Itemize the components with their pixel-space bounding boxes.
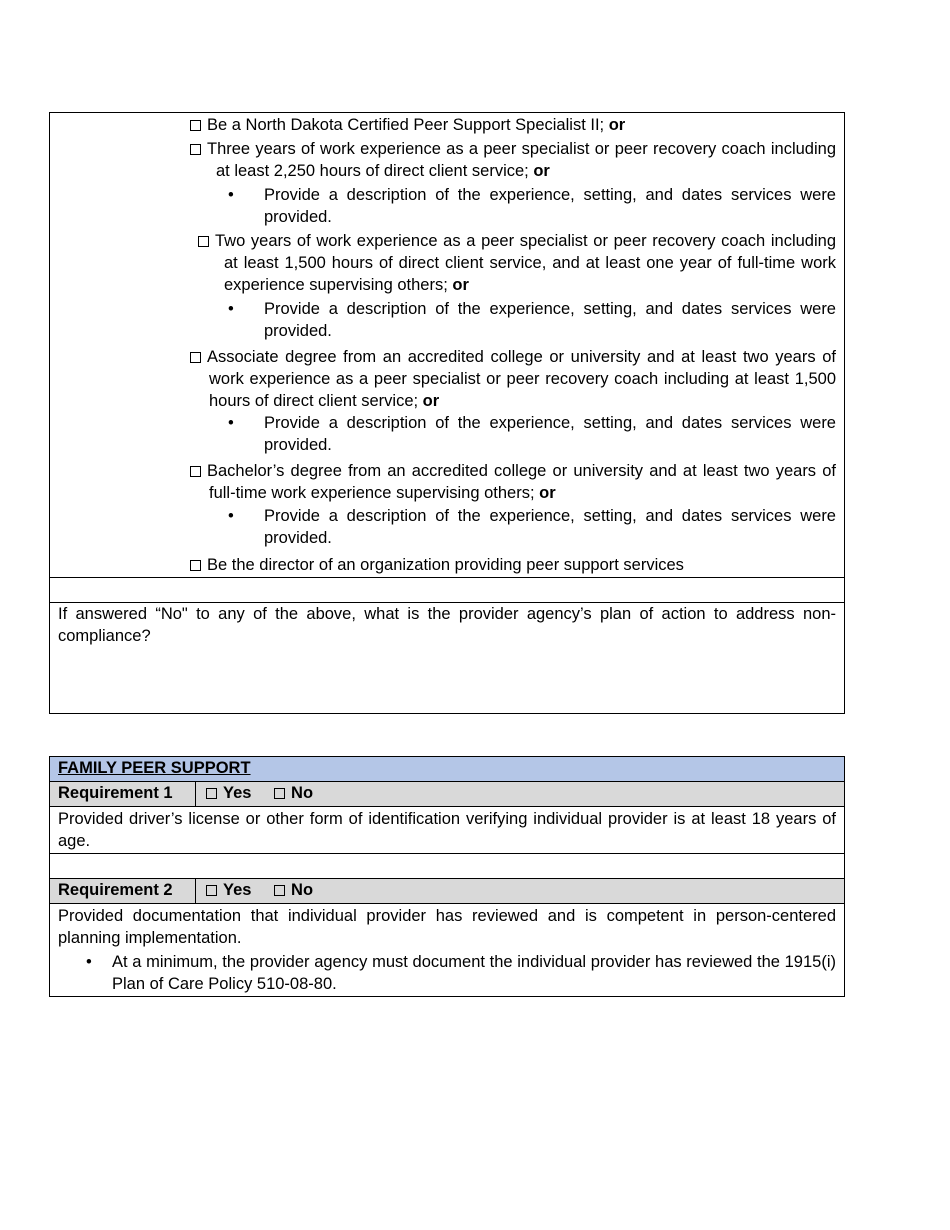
bullet-item: • Provide a description of the experience, setting, and dates services were provided. bbox=[228, 507, 836, 547]
option-three-years: Three years of work experience as a peer specialist or peer recovery coach including at least 2,250 hours of direct client service; or bbox=[190, 138, 836, 182]
requirement-1-row bbox=[50, 782, 844, 807]
qualifications-table bbox=[49, 112, 845, 714]
bullet-item: • Provide a description of the experience, setting, and dates services were provided. bbox=[228, 300, 836, 340]
checkbox[interactable] bbox=[206, 788, 217, 799]
bullet-icon: • bbox=[228, 507, 234, 525]
checkbox[interactable] bbox=[190, 466, 201, 477]
blank-row bbox=[50, 854, 844, 879]
option-bachelors-degree: Bachelor’s degree from an accredited college or university and at least two years of full-time work experience supervising others; or bbox=[190, 460, 836, 504]
option-director: Be the director of an organization providing peer support services bbox=[190, 554, 836, 576]
plan-question: If answered “No" to any of the above, what is the provider agency’s plan of action to address non-compliance? bbox=[58, 605, 836, 645]
bullet-icon: • bbox=[228, 186, 234, 204]
checkbox[interactable] bbox=[190, 120, 201, 131]
bullet-icon: • bbox=[228, 414, 234, 432]
no-option[interactable]: No bbox=[274, 881, 313, 899]
plan-of-action-cell[interactable] bbox=[50, 603, 844, 713]
checkbox[interactable] bbox=[190, 352, 201, 363]
family-peer-support-table bbox=[49, 756, 845, 997]
checkbox[interactable] bbox=[206, 885, 217, 896]
qualification-options-cell bbox=[50, 113, 844, 578]
yes-no-options bbox=[196, 879, 331, 903]
blank-row bbox=[50, 578, 844, 603]
requirement-1-text: Provided driver’s license or other form of identification verifying individual provider is at least 18 years of age. bbox=[50, 807, 844, 854]
section-header: FAMILY PEER SUPPORT bbox=[50, 757, 844, 782]
no-option[interactable]: No bbox=[274, 784, 313, 802]
checkbox[interactable] bbox=[198, 236, 209, 247]
checkbox[interactable] bbox=[190, 144, 201, 155]
checkbox[interactable] bbox=[274, 788, 285, 799]
bullet-item: • Provide a description of the experience, setting, and dates services were provided. bbox=[228, 414, 836, 454]
bullet-item: • Provide a description of the experience, setting, and dates services were provided. bbox=[228, 186, 836, 226]
bullet-icon: • bbox=[228, 300, 234, 318]
requirement-2-text: Provided documentation that individual provider has reviewed and is competent in person-centered planning implementation. bbox=[58, 907, 836, 947]
option-certified-psp2: Be a North Dakota Certified Peer Support Specialist II; or bbox=[190, 114, 836, 136]
requirement-2-cell bbox=[50, 904, 844, 996]
requirement-label: Requirement 2 bbox=[50, 879, 196, 903]
yes-option[interactable]: Yes bbox=[206, 881, 251, 899]
requirement-2-row bbox=[50, 879, 844, 904]
yes-option[interactable]: Yes bbox=[206, 784, 251, 802]
yes-no-options bbox=[196, 782, 331, 806]
requirement-label: Requirement 1 bbox=[50, 782, 196, 806]
bullet-icon: • bbox=[86, 953, 92, 971]
option-associate-degree: Associate degree from an accredited college or university and at least two years of work experience as a peer specialist or peer recovery coach including at least 1,500 hours of direct client service; or bbox=[190, 346, 836, 412]
option-two-years: Two years of work experience as a peer specialist or peer recovery coach including at least 1,500 hours of direct client service, and at least one year of full-time work experience supervising others; or bbox=[198, 230, 836, 296]
checkbox[interactable] bbox=[274, 885, 285, 896]
bullet-item: • At a minimum, the provider agency must document the individual provider has reviewed the 1915(i) Plan of Care Policy 510-08-80. bbox=[86, 953, 836, 993]
checkbox[interactable] bbox=[190, 560, 201, 571]
